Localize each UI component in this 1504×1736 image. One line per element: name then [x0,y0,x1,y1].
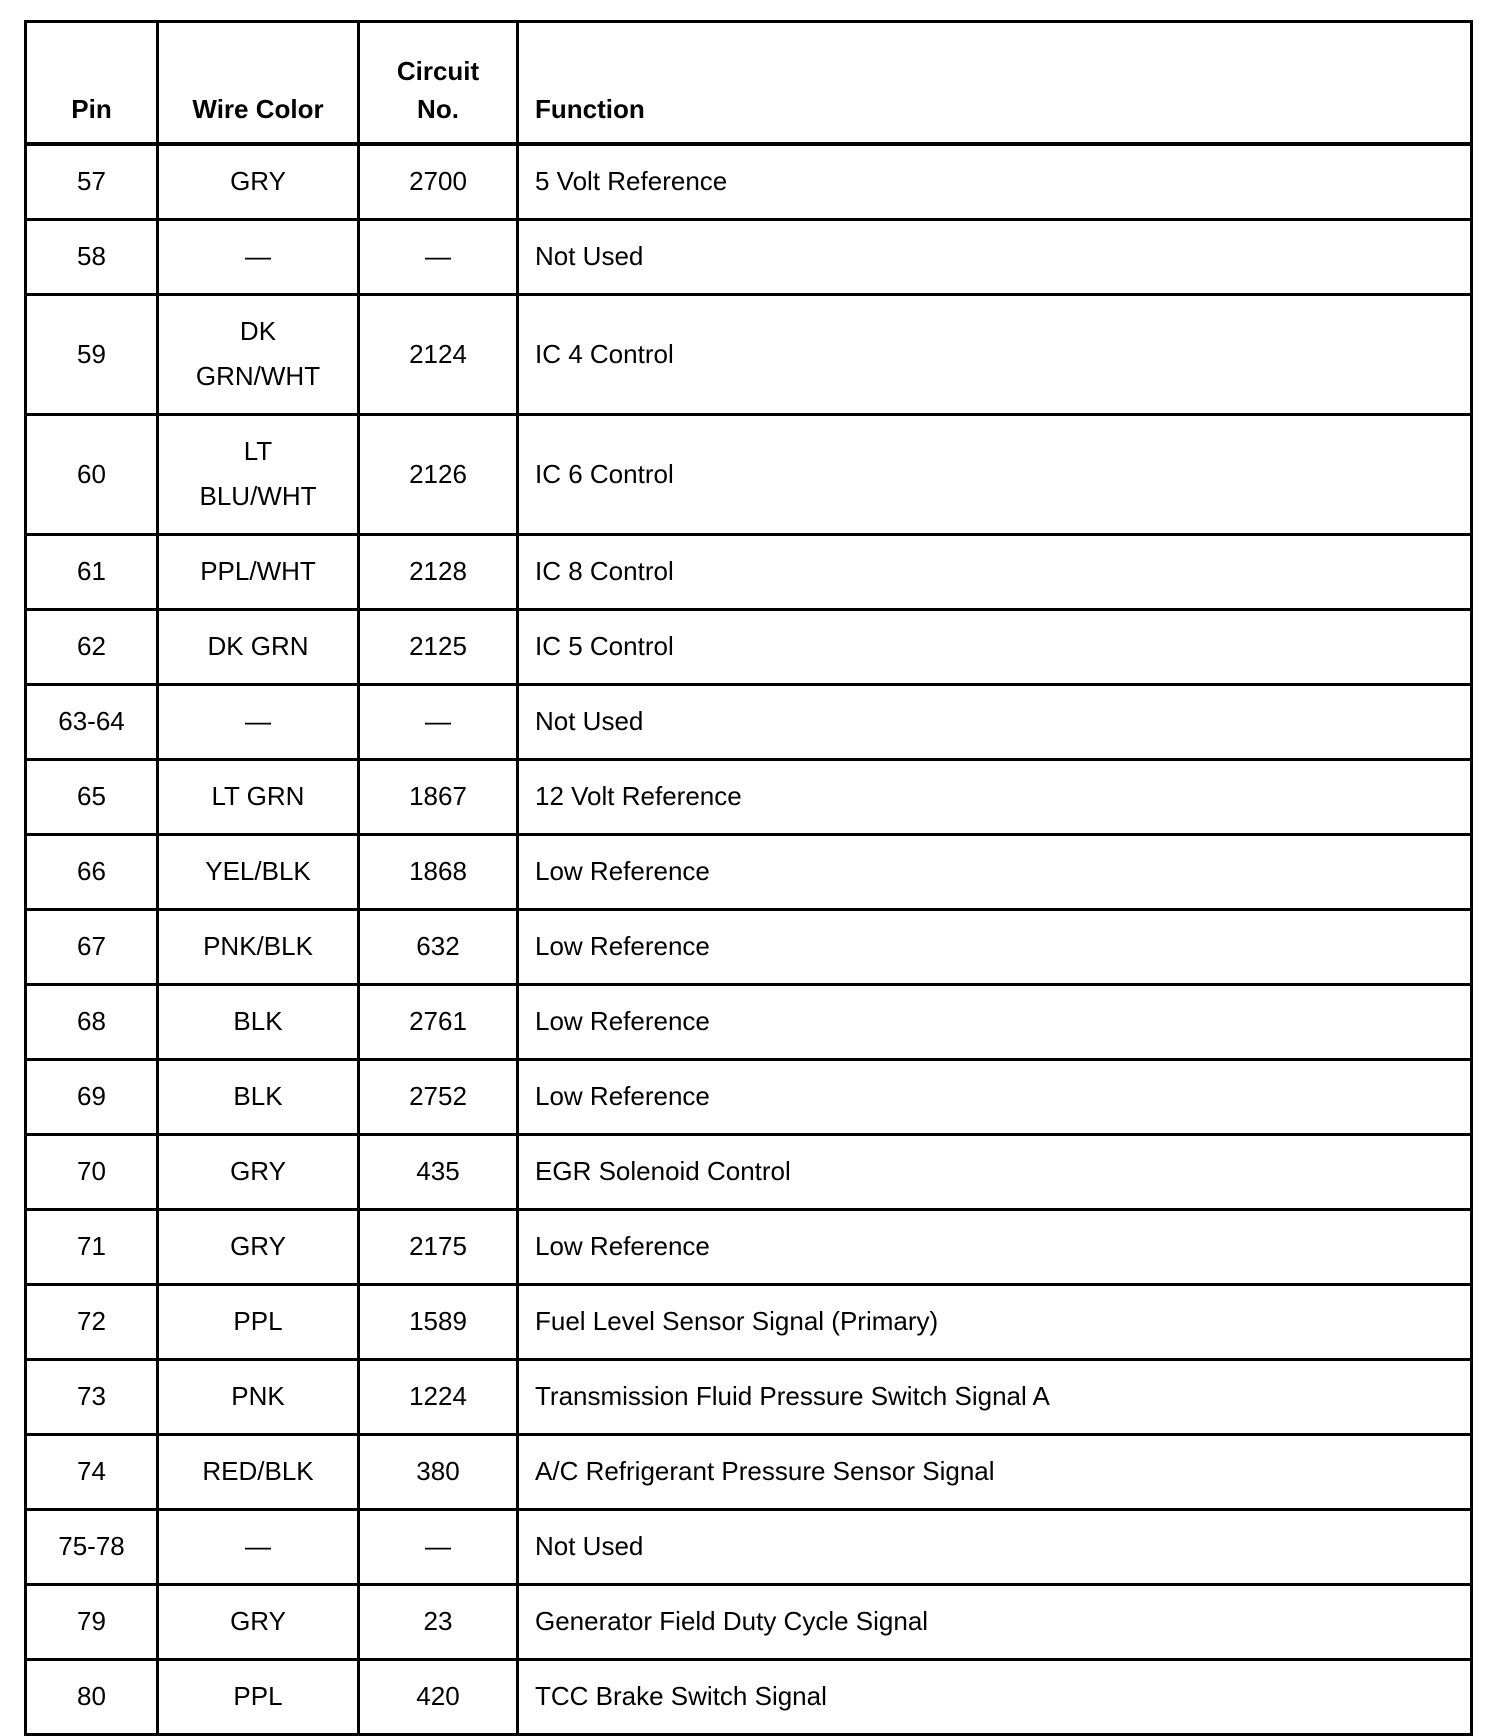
circuit-no-cell [359,1209,518,1284]
wire-color-cell-text: LT GRN [211,781,305,811]
function-cell-text: Low Reference [535,931,710,961]
wire-color-cell-text: GRY [230,166,286,197]
table-row [26,1659,1472,1734]
wire-color-cell-text: YEL/BLK [205,856,311,886]
circuit-no-cell-text: 2128 [409,556,467,586]
table-row [26,834,1472,909]
table-row [26,1059,1472,1134]
table-row [26,1584,1472,1659]
function-cell-text: Generator Field Duty Cycle Signal [535,1606,929,1636]
wire-color-cell [158,1284,359,1359]
table-row [26,219,1472,294]
pin-cell [26,1059,158,1134]
circuit-no-cell-text: 2752 [409,1081,467,1111]
header-wire-color: Wire Color [158,22,359,145]
wire-color-cell-text: PPL/WHT [200,556,316,586]
pin-cell [26,534,158,609]
pin-cell-text: 71 [77,1231,106,1261]
connector-pinout-table [24,20,1473,1736]
function-cell [518,144,1472,219]
function-cell-text: EGR Solenoid Control [535,1156,791,1186]
pin-cell [26,294,158,414]
table-row [26,609,1472,684]
function-cell [518,219,1472,294]
function-cell-text: Low Reference [535,856,710,886]
wire-color-cell [158,609,359,684]
pin-cell-text: 74 [77,1456,106,1486]
function-cell [518,1434,1472,1509]
circuit-no-cell [359,1134,518,1209]
wire-color-cell-text: BLK [233,1081,283,1111]
function-cell [518,1359,1472,1434]
pin-cell [26,909,158,984]
function-cell-text: TCC Brake Switch Signal [535,1681,827,1711]
pin-cell-text: 62 [77,631,106,661]
circuit-no-cell [359,294,518,414]
pin-cell [26,414,158,534]
circuit-no-cell-text: 420 [416,1681,460,1711]
wire-color-cell-text: PNK [231,1381,285,1411]
function-cell [518,609,1472,684]
circuit-no-cell-text: 435 [416,1156,460,1186]
circuit-no-cell-text: 23 [423,1606,453,1636]
table-row [26,909,1472,984]
wire-color-cell-text: PPL [233,1681,283,1711]
pin-cell [26,609,158,684]
table-row [26,414,1472,534]
pin-cell-text: 65 [77,781,106,811]
pin-cell-text: 66 [77,856,106,886]
table-row [26,294,1472,414]
circuit-no-cell-text: 380 [416,1456,460,1486]
pin-cell [26,984,158,1059]
circuit-no-cell-text: 1867 [409,781,467,811]
circuit-no-cell [359,609,518,684]
circuit-no-cell-text: 1224 [409,1381,467,1411]
wire-color-cell-text: PNK/BLK [203,931,313,961]
pin-cell-text: 75-78 [58,1531,125,1561]
circuit-no-cell [359,834,518,909]
header-row [26,22,1472,145]
table-row [26,984,1472,1059]
pin-cell-text: 57 [77,166,106,197]
wire-color-cell [158,534,359,609]
wire-color-cell-text: DK GRN [207,631,309,661]
function-cell [518,1134,1472,1209]
function-cell-text: A/C Refrigerant Pressure Sensor Signal [535,1456,995,1486]
circuit-no-cell-text: 2761 [409,1006,467,1036]
circuit-no-cell-text: — [425,706,451,736]
circuit-no-cell-text: 2126 [409,458,467,489]
wire-color-cell-text: BLK [233,1006,283,1036]
header-function: Function [518,22,1472,145]
function-cell-text: Low Reference [535,1081,710,1111]
circuit-no-cell [359,759,518,834]
pin-cell-text: 67 [77,931,106,961]
circuit-no-cell [359,1359,518,1434]
pin-cell [26,1134,158,1209]
wire-color-cell [158,294,359,414]
wire-color-cell [158,1509,359,1584]
wire-color-cell-text: — [245,706,271,736]
wire-color-cell [158,144,359,219]
circuit-no-cell [359,1434,518,1509]
table-row [26,684,1472,759]
circuit-no-cell [359,1284,518,1359]
table-row [26,1209,1472,1284]
pin-cell-text: 73 [77,1381,106,1411]
pin-cell-text: 59 [77,338,106,369]
pin-cell [26,1209,158,1284]
table-row [26,1134,1472,1209]
pin-cell-text: 60 [77,458,106,489]
header-pin: Pin [26,22,158,145]
function-cell [518,684,1472,759]
function-cell-text: IC 8 Control [535,556,674,586]
wire-color-cell [158,414,359,534]
table-row [26,1509,1472,1584]
pin-cell [26,144,158,219]
wire-color-cell [158,984,359,1059]
circuit-no-cell-text: 2125 [409,631,467,661]
function-cell [518,414,1472,534]
table-row [26,1284,1472,1359]
function-cell-text: IC 6 Control [535,458,674,489]
pin-cell-text: 70 [77,1156,106,1186]
pin-cell-text: 63-64 [58,706,125,736]
function-cell-text: Not Used [535,241,644,271]
function-cell-text: Low Reference [535,1006,710,1036]
table-row [26,534,1472,609]
pin-cell-text: 58 [77,241,106,271]
function-cell [518,1059,1472,1134]
wire-color-cell [158,909,359,984]
header-circuit-no-label: Circuit No. [396,56,480,124]
function-cell [518,759,1472,834]
function-cell-text: IC 5 Control [535,631,674,661]
wire-color-cell [158,759,359,834]
pin-cell [26,1509,158,1584]
pin-cell [26,219,158,294]
table-body [26,144,1472,1734]
function-cell-text: Low Reference [535,1231,710,1261]
function-cell [518,1209,1472,1284]
header-circuit-no [359,22,518,145]
table-header [26,22,1472,145]
circuit-no-cell-text: 632 [416,931,460,961]
function-cell [518,1659,1472,1734]
wire-color-cell-text: LT BLU/WHT [199,436,317,511]
wire-color-cell [158,1059,359,1134]
circuit-no-cell [359,1584,518,1659]
pin-cell [26,1434,158,1509]
circuit-no-cell-text: — [425,241,451,271]
wire-color-cell [158,219,359,294]
wire-color-cell [158,1584,359,1659]
function-cell-text: 5 Volt Reference [535,166,728,197]
wire-color-cell [158,684,359,759]
function-cell [518,1509,1472,1584]
function-cell [518,1584,1472,1659]
pin-cell-text: 61 [77,556,106,586]
wire-color-cell-text: GRY [230,1606,286,1636]
circuit-no-cell [359,414,518,534]
function-cell [518,984,1472,1059]
wire-color-cell-text: PPL [233,1306,283,1336]
wire-color-cell [158,1359,359,1434]
function-cell [518,834,1472,909]
wire-color-cell [158,1659,359,1734]
wire-color-cell-text: GRY [230,1156,286,1186]
function-cell-text: Fuel Level Sensor Signal (Primary) [535,1306,939,1336]
circuit-no-cell [359,144,518,219]
pin-cell-text: 79 [77,1606,106,1636]
circuit-no-cell-text: 1589 [409,1306,467,1336]
pin-cell [26,1284,158,1359]
circuit-no-cell [359,684,518,759]
circuit-no-cell [359,1509,518,1584]
function-cell-text: 12 Volt Reference [535,781,742,811]
circuit-no-cell [359,984,518,1059]
function-cell-text: IC 4 Control [535,338,674,369]
circuit-no-cell [359,1059,518,1134]
function-cell [518,909,1472,984]
circuit-no-cell-text: 1868 [409,856,467,886]
circuit-no-cell-text: 2700 [409,166,467,197]
function-cell-text: Not Used [535,706,644,736]
function-cell-text: Not Used [535,1531,644,1561]
pin-cell-text: 68 [77,1006,106,1036]
pin-cell-text: 72 [77,1306,106,1336]
circuit-no-cell [359,909,518,984]
table-row [26,144,1472,219]
wire-color-cell-text: RED/BLK [202,1456,314,1486]
pin-cell [26,1359,158,1434]
pin-cell [26,1659,158,1734]
wire-color-cell-text: — [245,241,271,271]
wire-color-cell [158,1134,359,1209]
table-row [26,1359,1472,1434]
function-cell [518,1284,1472,1359]
pin-cell [26,834,158,909]
circuit-no-cell [359,1659,518,1734]
wire-color-cell [158,1209,359,1284]
function-cell-text: Transmission Fluid Pressure Switch Signal A [535,1381,1050,1411]
circuit-no-cell-text: 2124 [409,338,467,369]
circuit-no-cell-text: — [425,1531,451,1561]
wire-color-cell [158,1434,359,1509]
circuit-no-cell-text: 2175 [409,1231,467,1261]
table-row [26,759,1472,834]
wire-color-cell-text: GRY [230,1231,286,1261]
wire-color-cell-text: DK GRN/WHT [195,316,321,391]
pin-cell [26,684,158,759]
pin-cell [26,1584,158,1659]
function-cell [518,534,1472,609]
pin-cell-text: 69 [77,1081,106,1111]
circuit-no-cell [359,534,518,609]
function-cell [518,294,1472,414]
circuit-no-cell [359,219,518,294]
wire-color-cell-text: — [245,1531,271,1561]
wire-color-cell [158,834,359,909]
pin-cell-text: 80 [77,1681,106,1711]
table-row [26,1434,1472,1509]
pin-cell [26,759,158,834]
